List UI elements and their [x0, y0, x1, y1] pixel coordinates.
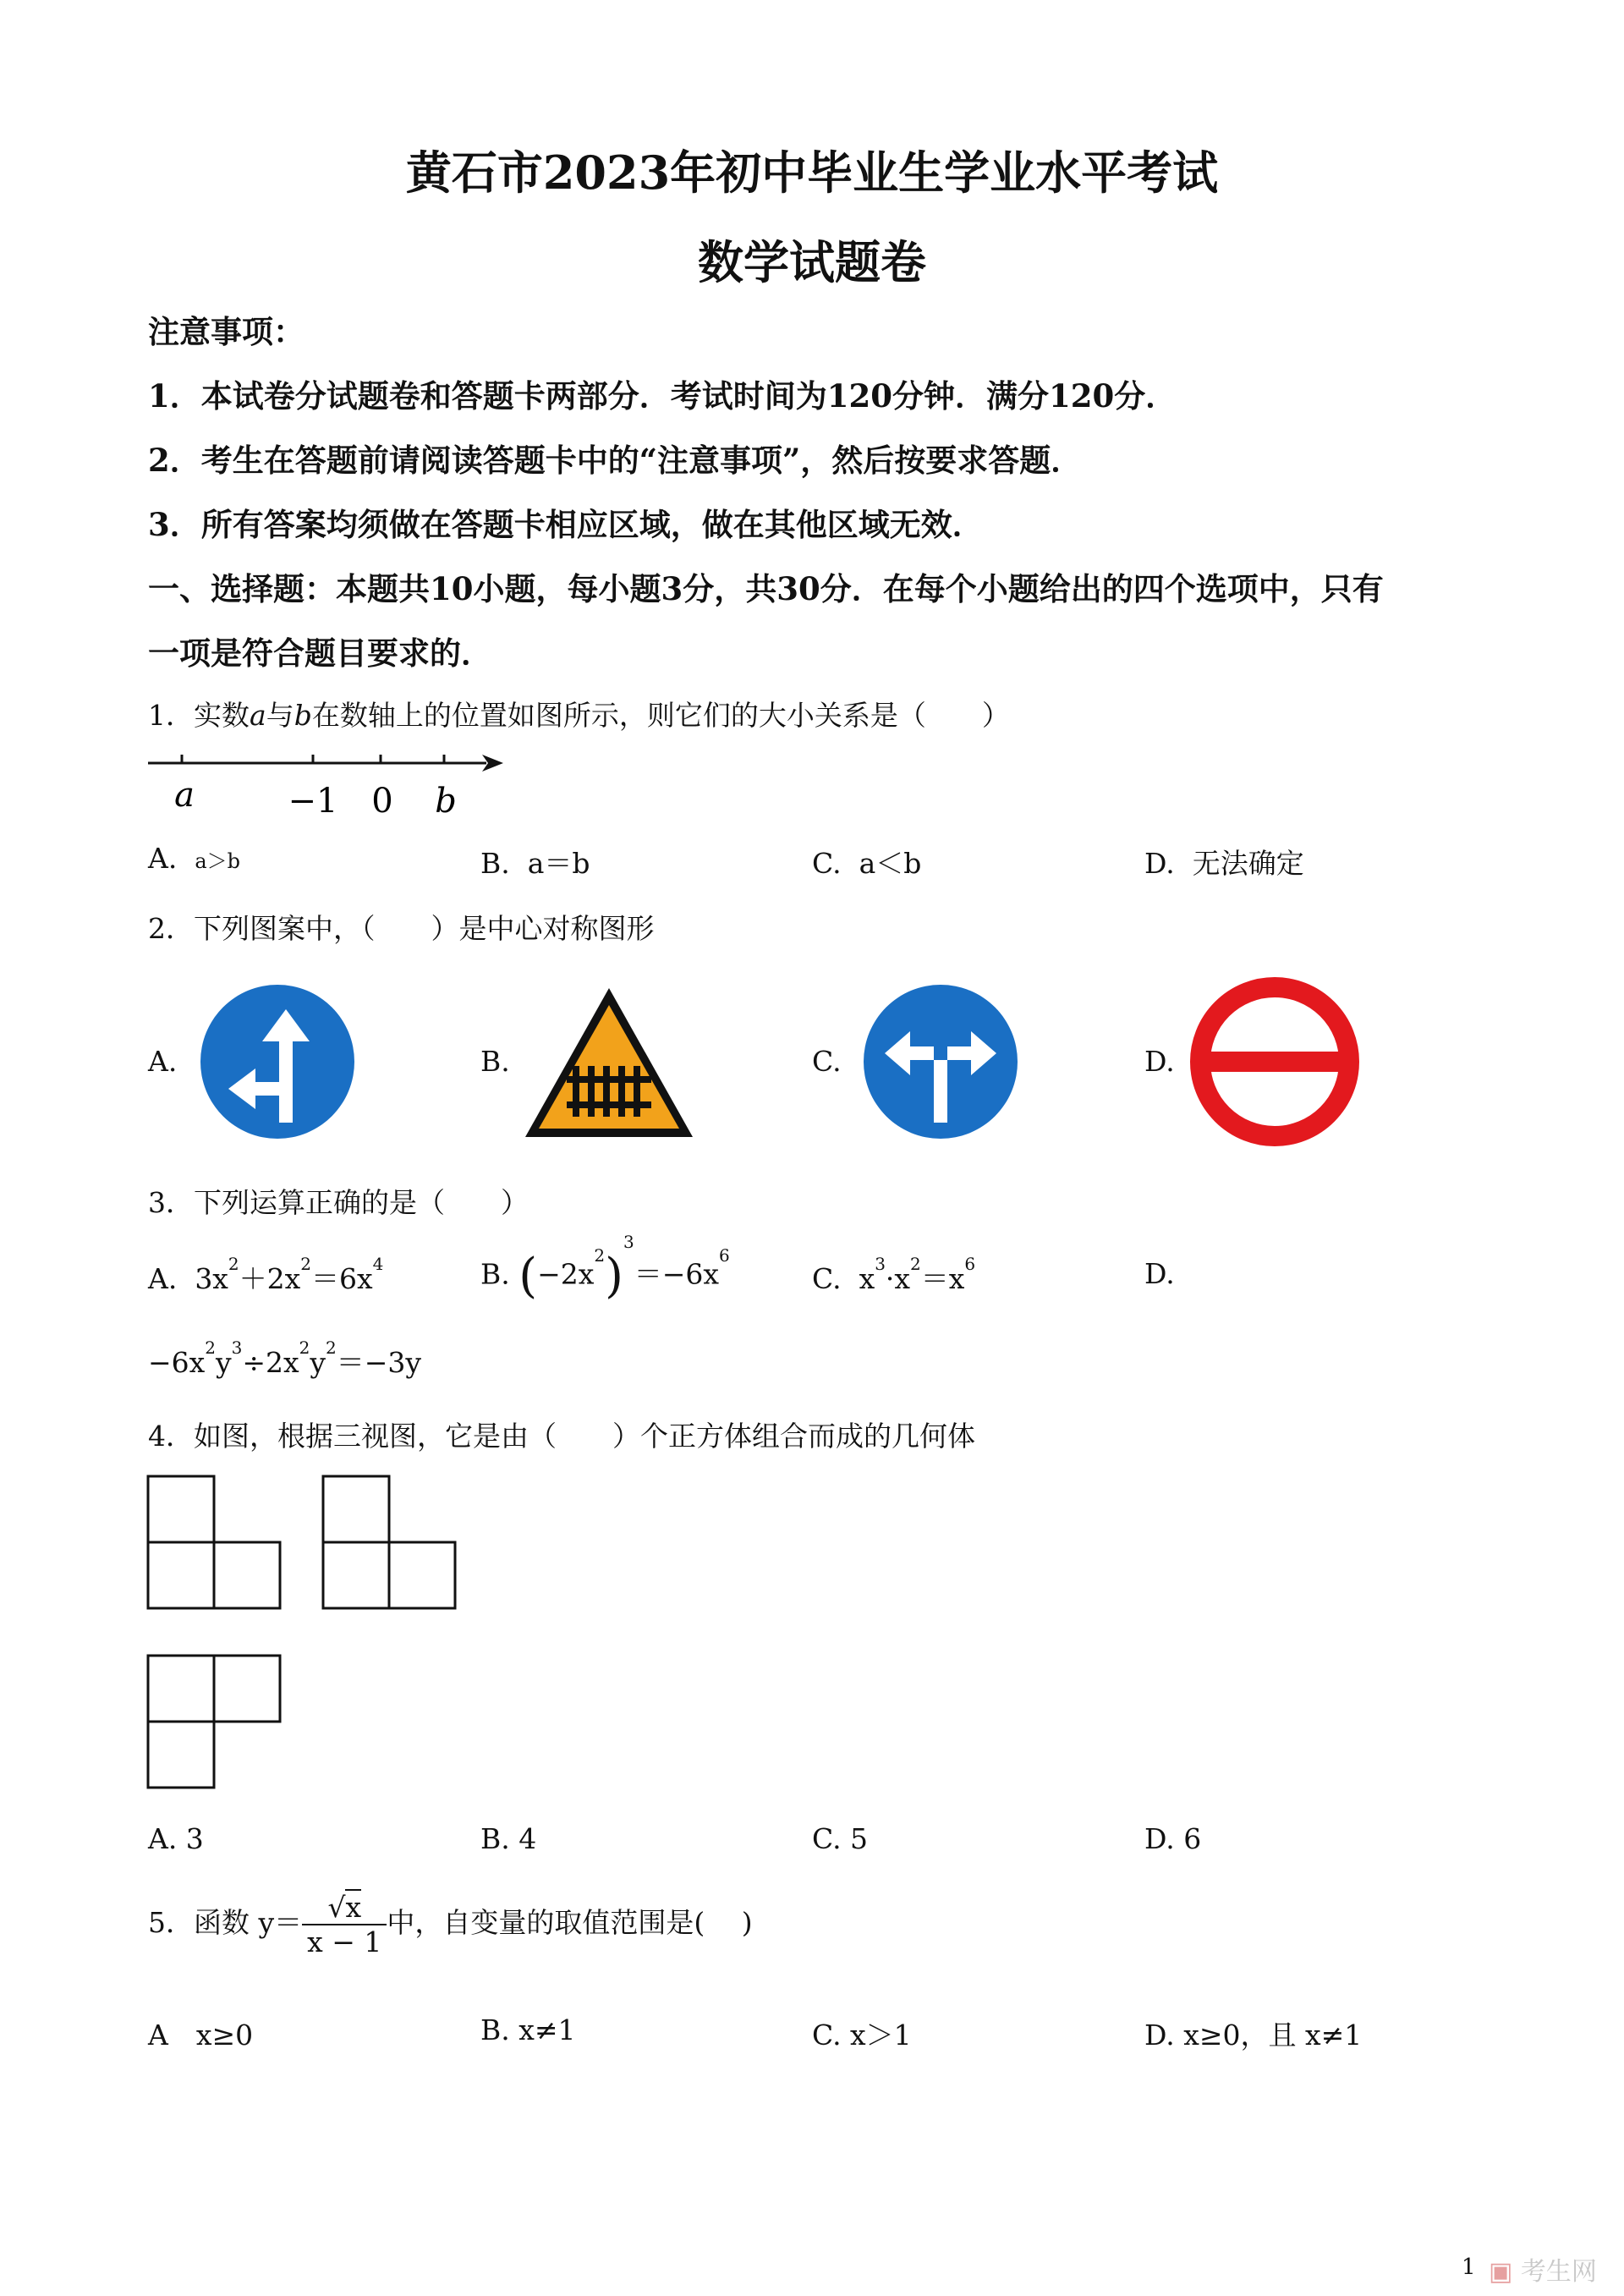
q2-option-a-label: A. [148, 1045, 178, 1078]
stem-icon [934, 1060, 947, 1123]
question-5-stem: 5．函数 y＝ $\frac{√x}{x - 1}$ 中，自变量的取值范围是( ) [148, 1891, 753, 1958]
side-view [323, 1476, 455, 1608]
q2-option-b-label: B. [480, 1045, 510, 1078]
q1-option-c: C. a＜b [812, 847, 922, 880]
sign-left-right-turn [856, 977, 1025, 1146]
section-heading-cont: 一项是符合题目要求的． [148, 634, 492, 672]
notice-item: 2．考生在答题前请阅读答题卡中的“注意事项”，然后按要求答题． [148, 442, 1083, 479]
q1-option-d: D. 无法确定 [1144, 847, 1304, 880]
q3-option-b: B. $(-2x^2)^3=-6x^6$ [480, 1232, 730, 1304]
notice-heading: 注意事项： [148, 313, 304, 350]
q3-option-c: C. $x^3\cdot x^2=x^6$ [812, 1254, 976, 1295]
q3-option-d-label: D. [1144, 1257, 1175, 1290]
fence-post [603, 1066, 610, 1117]
q4-option-d: D. 6 [1144, 1822, 1202, 1855]
page-number: 1 [1462, 2255, 1476, 2280]
watermark-icon: ▣ [1489, 2257, 1513, 2287]
three-view-figure [144, 1472, 465, 1810]
sign-railway-crossing [520, 983, 698, 1144]
section-heading: 一、选择题：本题共10小题，每小题3分，共30分．在每个小题给出的四个选项中，只有 [148, 570, 1384, 607]
q1-option-a: A. a＞b [148, 842, 240, 875]
axis-label-a: a [174, 776, 195, 815]
number-line-figure [144, 744, 516, 829]
fence-post [588, 1066, 595, 1117]
front-view [148, 1476, 280, 1608]
q2-option-c-label: C. [812, 1045, 842, 1078]
q5-option-a: A x≥0 [148, 2019, 254, 2052]
q4-option-c: C. 5 [812, 1822, 869, 1855]
sign-fill [200, 985, 354, 1139]
notice-item: 1．本试卷分试题卷和答题卡两部分．考试时间为120分钟．满分120分． [148, 377, 1177, 415]
red-bar [1203, 1052, 1347, 1072]
page-subtitle: 数学试题卷 [698, 235, 926, 289]
notice-item: 3．所有答案均须做在答题卡相应区域，做在其他区域无效． [148, 506, 984, 543]
sign-left-turn-straight [193, 977, 362, 1146]
question-2-stem: 2．下列图案中，（ ）是中心对称图形 [148, 912, 655, 945]
sign-no-entry [1186, 973, 1363, 1151]
watermark-logo: ▣ 考生网 [1489, 2257, 1597, 2287]
fraction: $\frac{√x}{x - 1}$ [302, 1891, 387, 1958]
q5-option-d: D. x≥0，且 x≠1 [1144, 2019, 1363, 2052]
question-1-stem: 1．实数a与b在数轴上的位置如图所示，则它们的大小关系是（ ） [148, 699, 1010, 732]
q3-option-a: A. $3x^2+2x^2=6x^4$ [148, 1254, 384, 1295]
q5-option-b: B. x≠1 [480, 2013, 576, 2046]
question-3-stem: 3．下列运算正确的是（ ） [148, 1186, 529, 1219]
axis-label-minus1: −1 [288, 782, 338, 821]
q2-option-d-label: D. [1144, 1045, 1175, 1078]
q5-option-c: C. x＞1 [812, 2019, 912, 2052]
fence-post [573, 1066, 579, 1117]
axis-label-zero: 0 [371, 782, 393, 821]
q3-option-d-expression: $-6x^2y^3\div 2x^2y^2=-3y$ [148, 1338, 422, 1379]
q4-option-b: B. 4 [480, 1822, 537, 1855]
axis-label-b: b [435, 782, 457, 821]
top-view [148, 1656, 280, 1788]
fence-post [634, 1066, 640, 1117]
q1-option-b: B. a＝b [480, 847, 590, 880]
fence-post [618, 1066, 625, 1117]
question-4-stem: 4．如图，根据三视图，它是由（ ）个正方体组合而成的几何体 [148, 1420, 975, 1453]
page-title: 黄石市2023年初中毕业生学业水平考试 [405, 146, 1219, 200]
q4-option-a: A. 3 [148, 1822, 204, 1855]
